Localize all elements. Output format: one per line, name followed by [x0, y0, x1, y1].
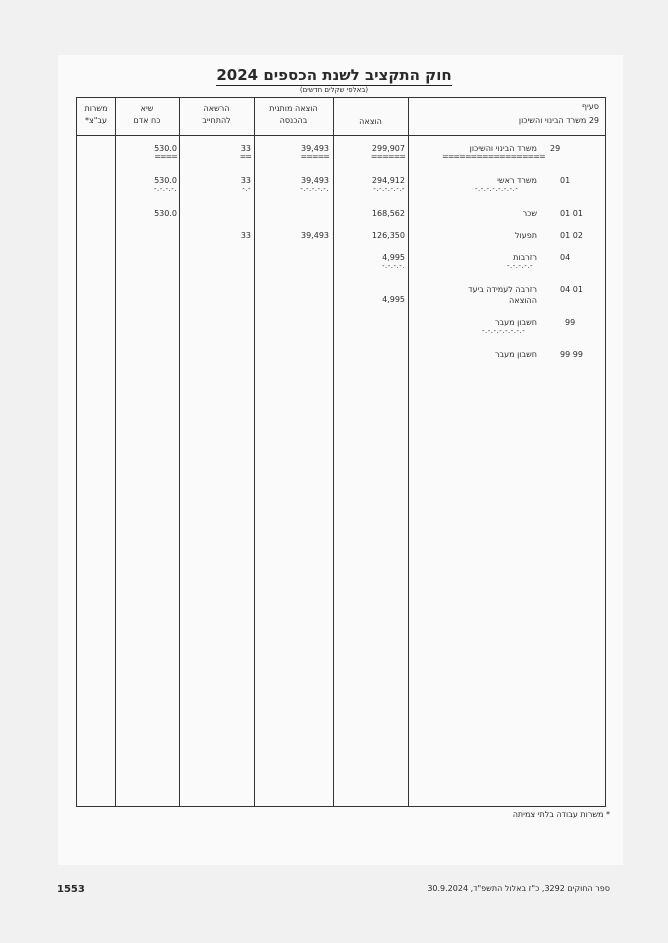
column-divider: [254, 98, 255, 806]
column-divider: [179, 98, 180, 806]
commitment-underline: ==: [239, 152, 251, 161]
column-divider: [408, 98, 409, 806]
conditional-underline: =====: [300, 152, 329, 161]
header-manpower-line2: כח אדם: [133, 116, 161, 125]
row-name: משרד ראשי: [497, 176, 537, 185]
expense-underline: -.-.-.-.-.-: [373, 185, 405, 193]
row-name-line2: ההוצאה: [509, 296, 537, 305]
row-name-underline: -.-.-.-.-: [507, 262, 534, 270]
row-name-underline: -.-.-.-.-.-.-.-: [482, 327, 526, 335]
header-section: סעיף: [581, 102, 599, 111]
row-name: חשבון מעבר: [494, 350, 537, 359]
row-code: 99 99: [560, 350, 583, 359]
conditional-underline: -.-.-.-.-.: [300, 185, 329, 193]
manpower-underline: ====: [154, 152, 177, 161]
expense-value: 294,912: [371, 176, 405, 185]
header-positions-line2: עב"צ*: [84, 116, 108, 125]
expense-value: 299,907: [371, 144, 405, 153]
expense-value: 126,350: [371, 231, 405, 240]
commitment-value: 33: [240, 176, 251, 185]
header-positions-line1: משרות: [84, 104, 108, 113]
page-title: [0, 66, 668, 84]
row-name-underline: ==================: [442, 152, 545, 161]
conditional-value: 39,493: [301, 176, 329, 185]
title-text: חוק התקציב לשנת הכספים 2024: [216, 66, 452, 84]
expense-value: 168,562: [371, 209, 405, 218]
commitment-value: 33: [240, 231, 251, 240]
row-code: 01 01: [560, 209, 583, 218]
row-name: רזרבות: [513, 253, 537, 262]
column-divider: [115, 98, 116, 806]
expense-underline: ======: [370, 152, 405, 161]
row-code: 01 02: [560, 231, 583, 240]
row-name: תפעול: [515, 231, 537, 240]
expense-underline: -.-.-.-.: [381, 262, 405, 270]
header-commitment-line1: הרשאה: [203, 104, 230, 113]
row-name-underline: -.-.-.-.-.-.-.-: [475, 185, 519, 193]
column-divider: [333, 98, 334, 806]
budget-table: [76, 97, 606, 807]
header-conditional-line1: הוצאה מותנית: [269, 104, 318, 113]
header-manpower-line1: שיא: [140, 104, 154, 113]
expense-value: 4,995: [382, 253, 405, 262]
row-code: 04 01: [560, 285, 583, 294]
header-divider: [77, 135, 605, 136]
manpower-value: 530.0: [154, 144, 177, 153]
conditional-value: 39,493: [301, 231, 329, 240]
footer-citation: ספר החוקים 3292, כ"ז באלול התשפ"ד, 30.9.2024: [427, 884, 610, 893]
commitment-underline: -.-: [242, 185, 251, 193]
conditional-value: 39,493: [301, 144, 329, 153]
manpower-value: 530.0: [154, 176, 177, 185]
header-conditional-line2: בהכנסה: [279, 116, 308, 125]
row-name: משרד הבינוי והשיכון: [469, 144, 537, 153]
row-name: שכר: [522, 209, 537, 218]
header-expense: הוצאה: [359, 117, 382, 126]
manpower-underline: -.-.-.-.: [153, 185, 177, 193]
manpower-value: 530.0: [154, 209, 177, 218]
expense-value: 4,995: [382, 295, 405, 304]
row-name: רזרבה לעמידה ביעד: [468, 285, 537, 294]
row-code: 99: [565, 318, 576, 327]
commitment-value: 33: [240, 144, 251, 153]
page-subtitle: (באלפי שקלים חדשים): [299, 86, 369, 94]
header-section-ministry: 29 משרד הבינוי והשיכון: [518, 116, 599, 125]
header-commitment-line2: להתחייב: [202, 116, 231, 125]
row-code: 29: [550, 144, 561, 153]
row-code: 04: [560, 253, 571, 262]
page-number: 1553: [57, 884, 85, 895]
row-code: 01: [560, 176, 571, 185]
row-name: חשבון מעבר: [494, 318, 537, 327]
footnote: * משרות עבודה בלתי צמיתה: [512, 810, 610, 819]
